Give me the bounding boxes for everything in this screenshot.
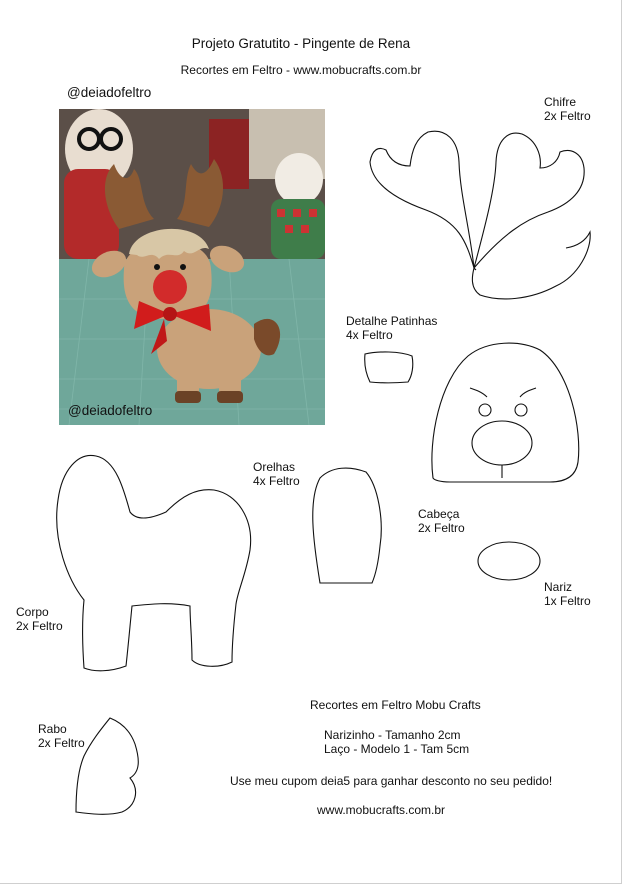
label-ear-qty: 4x Feltro <box>253 474 300 488</box>
footer-bow-size: Laço - Modelo 1 - Tam 5cm <box>324 742 470 756</box>
label-tail-name: Rabo <box>38 722 67 736</box>
label-head-name: Cabeça <box>418 507 460 521</box>
label-tail-qty: 2x Feltro <box>38 736 85 750</box>
label-paw-qty: 4x Feltro <box>346 328 393 342</box>
head-brow-left <box>470 388 487 397</box>
photo-watermark: @deiadofeltro <box>68 403 153 418</box>
footer-coupon: Use meu cupom deia5 para ganhar desconto no seu pedido! <box>230 774 553 788</box>
label-head-qty: 2x Feltro <box>418 521 465 535</box>
label-ear-name: Orelhas <box>253 460 296 474</box>
head-eye-right <box>515 404 527 416</box>
head-outline <box>432 343 579 482</box>
antler-outline <box>370 131 590 299</box>
footer-brand: Recortes em Feltro Mobu Crafts <box>310 698 481 712</box>
ear-outline <box>313 468 381 583</box>
label-nose-name: Nariz <box>544 580 573 594</box>
nose-outline <box>478 542 540 580</box>
footer-nose-size: Narizinho - Tamanho 2cm <box>324 728 461 742</box>
head-eye-left <box>479 404 491 416</box>
label-paw-name: Detalhe Patinhas <box>346 314 438 328</box>
label-antler-qty: 2x Feltro <box>544 109 591 123</box>
body-outline <box>57 455 251 670</box>
page-title: Projeto Gratutito - Pingente de Rena <box>191 36 411 51</box>
instagram-handle: @deiadofeltro <box>67 85 152 100</box>
tail-outline <box>76 718 138 814</box>
label-nose-qty: 1x Feltro <box>544 594 591 608</box>
label-antler-name: Chifre <box>544 95 577 109</box>
head-nose-outline <box>472 421 532 465</box>
paw-detail-outline <box>365 352 413 383</box>
head-brow-right <box>520 388 536 397</box>
label-body-name: Corpo <box>16 605 49 619</box>
label-body-qty: 2x Feltro <box>16 619 63 633</box>
page-subtitle: Recortes em Feltro - www.mobucrafts.com.br <box>180 63 422 77</box>
footer-website: www.mobucrafts.com.br <box>317 803 446 817</box>
